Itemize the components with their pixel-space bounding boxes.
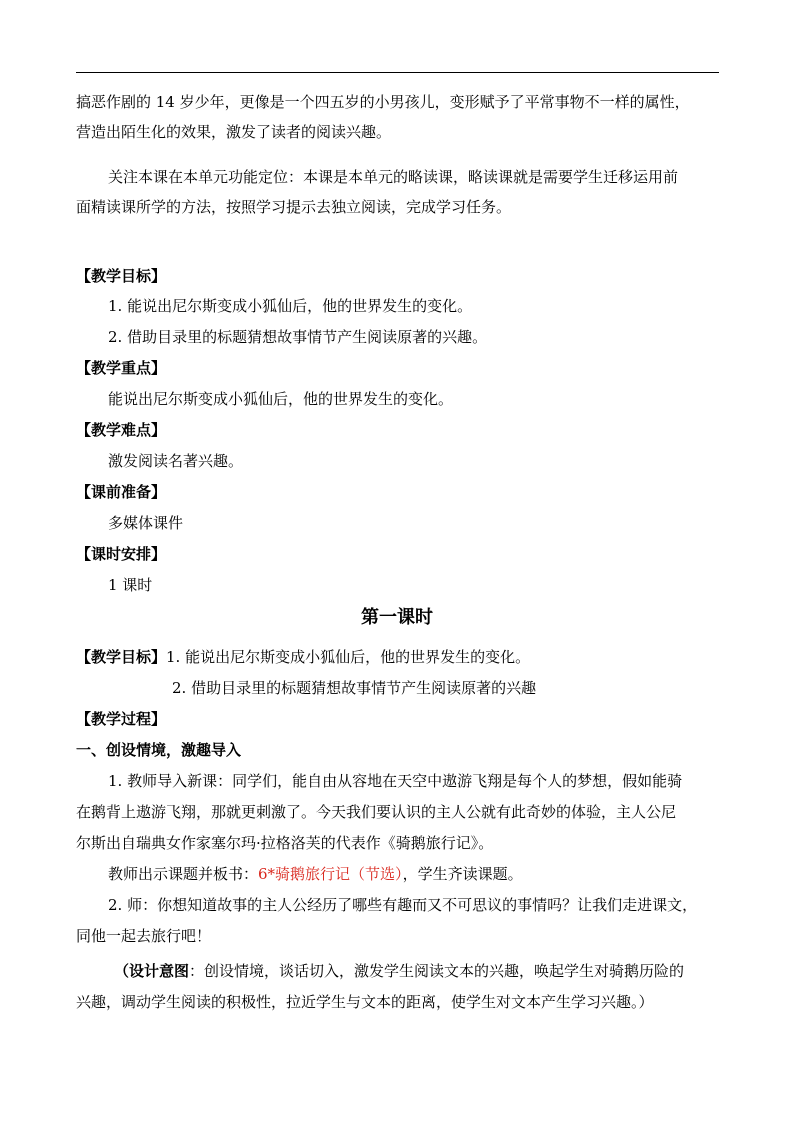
paragraph-line: 营造出陌生化的效果，激发了读者的阅读兴趣。 bbox=[76, 123, 392, 141]
lesson-title: 第一课时 bbox=[361, 607, 433, 628]
paragraph-line: 2. 师：你想知道故事的主人公经历了哪些有趣而又不可思议的事情吗？让我们走进课文， bbox=[108, 896, 698, 914]
schedule-heading: 【课时安排】 bbox=[76, 545, 167, 563]
design-intent-label: （设计意图 bbox=[114, 962, 190, 980]
paragraph-line: 面精读课所学的方法，按照学习提示去独立阅读，完成学习任务。 bbox=[76, 198, 512, 216]
objective-item: 1. 能说出尼尔斯变成小狐仙后，他的世界发生的变化。 bbox=[108, 297, 473, 315]
lesson-topic-highlight: 6*骑鹅旅行记（节选） bbox=[258, 865, 403, 883]
design-intent-line: 兴趣，调动学生阅读的积极性，拉近学生与文本的距离，使学生对文本产生学习兴趣。） bbox=[76, 993, 654, 1011]
lesson-objective-1: 1. 能说出尼尔斯变成小狐仙后，他的世界发生的变化。 bbox=[166, 648, 531, 666]
preparation-text: 多媒体课件 bbox=[108, 514, 184, 532]
objective-item: 2. 借助目录里的标题猜想故事情节产生阅读原著的兴趣。 bbox=[108, 328, 488, 346]
paragraph-line: 在鹅背上遨游飞翔，那就更刺激了。今天我们要认识的主人公就有此奇妙的体验，主人公尼 bbox=[76, 803, 677, 821]
difficulties-heading: 【教学难点】 bbox=[76, 421, 167, 439]
lesson-objectives-heading: 【教学目标】 bbox=[76, 648, 167, 666]
lesson-objectives-row bbox=[76, 645, 721, 669]
paragraph-line: 关注本课在本单元功能定位：本课是本单元的略读课，略读课就是需要学生迁移运用前 bbox=[108, 168, 679, 186]
design-intent-line bbox=[114, 959, 759, 983]
paragraph-line: 尔斯出自瑞典女作家塞尔玛·拉格洛芙的代表作《骑鹅旅行记》。 bbox=[76, 834, 494, 852]
header-rule bbox=[76, 72, 719, 73]
difficulties-text: 激发阅读名著兴趣。 bbox=[108, 452, 244, 470]
board-writing-line bbox=[108, 862, 753, 886]
board-writing-suffix: ，学生齐读课题。 bbox=[402, 865, 523, 883]
design-intent-text: ：创设情境，谈话切入，激发学生阅读文本的兴趣，唤起学生对骑鹅历险的 bbox=[189, 962, 685, 980]
key-points-text: 能说出尼尔斯变成小狐仙后，他的世界发生的变化。 bbox=[108, 390, 454, 408]
schedule-text: 1 课时 bbox=[108, 576, 153, 594]
key-points-heading: 【教学重点】 bbox=[76, 359, 167, 377]
paragraph-line: 同他一起去旅行吧！ bbox=[76, 927, 212, 945]
board-writing-prefix: 教师出示课题并板书： bbox=[108, 865, 259, 883]
paragraph-line: 搞恶作剧的 14 岁少年，更像是一个四五岁的小男孩儿，变形赋予了平常事物不一样的属性， bbox=[76, 93, 690, 111]
objectives-heading: 【教学目标】 bbox=[76, 267, 167, 285]
section-heading: 一、创设情境，激趣导入 bbox=[76, 741, 242, 759]
process-heading: 【教学过程】 bbox=[76, 710, 167, 728]
preparation-heading: 【课前准备】 bbox=[76, 483, 167, 501]
paragraph-line: 1. 教师导入新课：同学们，能自由从容地在天空中遨游飞翔是每个人的梦想，假如能骑 bbox=[108, 772, 683, 790]
lesson-objective-2: 2. 借助目录里的标题猜想故事情节产生阅读原著的兴趣 bbox=[172, 679, 537, 697]
